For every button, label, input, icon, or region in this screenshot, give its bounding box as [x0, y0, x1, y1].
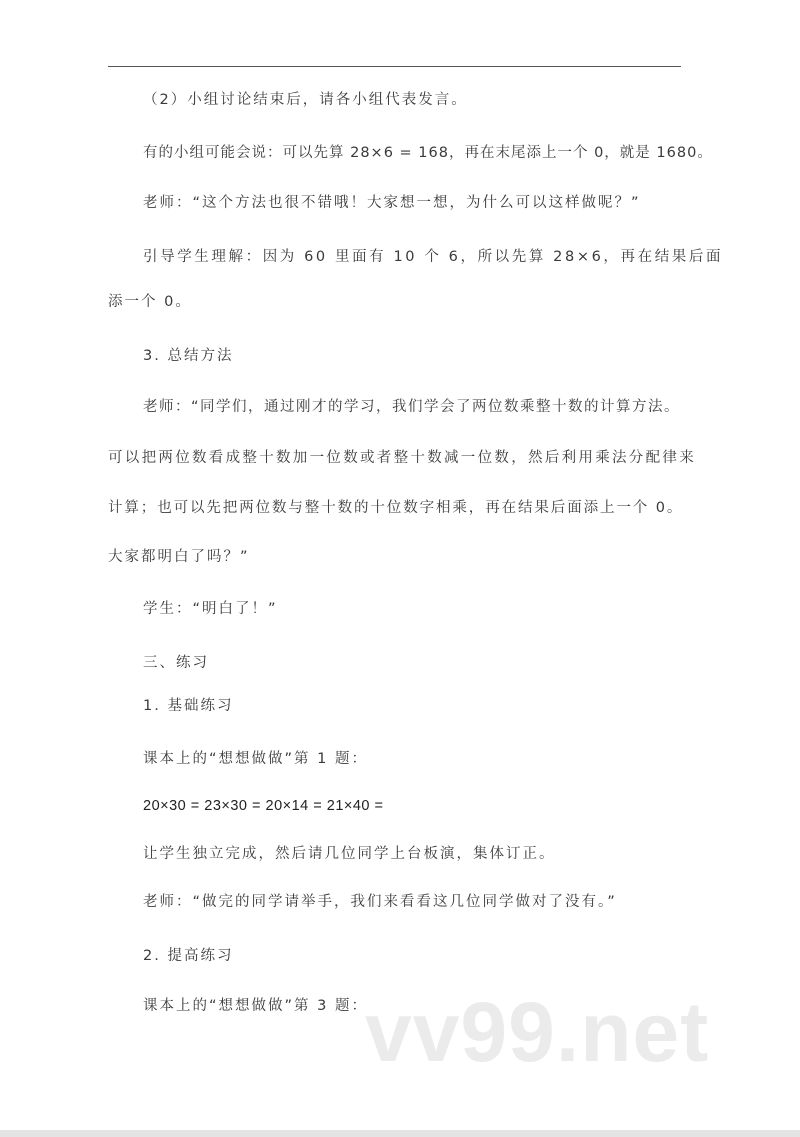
watermark: vv99.net — [365, 985, 710, 1079]
subsection-heading: 1. 基础练习 — [143, 698, 234, 714]
section-heading: 三、练习 — [143, 655, 209, 671]
paragraph: 老师：“同学们，通过刚才的学习，我们学会了两位数乘整十数的计算方法。 — [143, 399, 681, 415]
section-heading: 3. 总结方法 — [143, 348, 234, 364]
paragraph-continuation: 大家都明白了吗？” — [108, 549, 250, 565]
paragraph-continuation: 可以把两位数看成整十数加一位数或者整十数减一位数，然后利用乘法分配律来 — [108, 450, 696, 466]
paragraph: 课本上的“想想做做”第 3 题： — [143, 998, 368, 1014]
exercise-equations: 20×30 = 23×30 = 20×14 = 21×40 = — [143, 798, 384, 814]
paragraph: 老师：“做完的同学请举手，我们来看看这几位同学做对了没有。” — [143, 894, 617, 910]
paragraph-continuation: 添一个 0。 — [108, 294, 192, 310]
paragraph: 让学生独立完成，然后请几位同学上台板演，集体订正。 — [143, 846, 556, 862]
paragraph: 学生：“明白了！” — [143, 601, 278, 617]
paragraph-continuation: 计算；也可以先把两位数与整十数的十位数字相乘，再在结果后面添上一个 0。 — [108, 500, 684, 516]
paragraph: 老师：“这个方法也很不错哦！大家想一想，为什么可以这样做呢？” — [143, 195, 641, 211]
page-bottom-edge — [0, 1130, 800, 1137]
paragraph: 有的小组可能会说：可以先算 28×6 = 168，再在末尾添上一个 0，就是 1680。 — [143, 145, 713, 161]
paragraph: 课本上的“想想做做”第 1 题： — [143, 751, 368, 767]
subsection-heading: 2. 提高练习 — [143, 948, 234, 964]
paragraph: （2）小组讨论结束后，请各小组代表发言。 — [143, 92, 468, 108]
header-rule — [108, 66, 681, 67]
paragraph: 引导学生理解：因为 60 里面有 10 个 6，所以先算 28×6，再在结果后面 — [143, 249, 724, 265]
